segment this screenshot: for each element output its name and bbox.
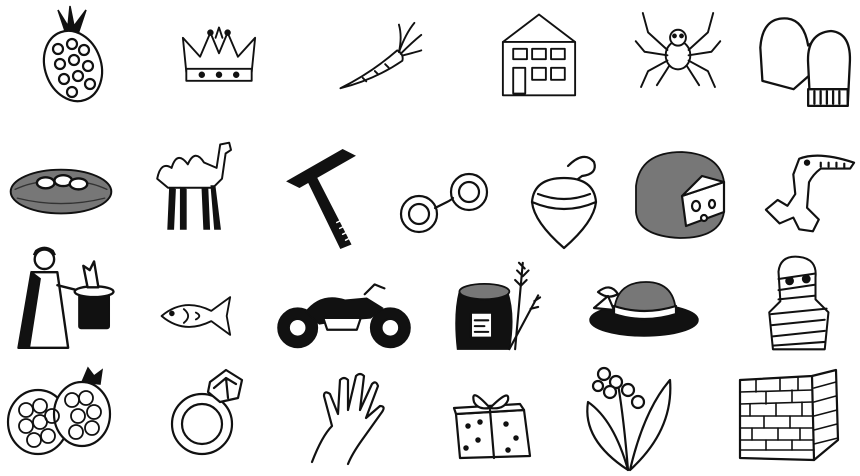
mummy-icon[interactable] [760,252,834,356]
lily-of-the-valley-icon[interactable] [574,360,684,472]
raspberries-icon[interactable] [4,362,116,462]
pineapple-icon[interactable] [18,4,118,104]
magician-icon[interactable] [12,242,120,350]
brick-wall-icon[interactable] [736,370,842,462]
ring-icon[interactable] [166,368,246,460]
hat-icon[interactable] [588,276,700,340]
house-icon[interactable] [496,4,582,104]
cheese-icon[interactable] [630,146,730,242]
nest-icon[interactable] [6,150,116,220]
fish-icon[interactable] [158,292,244,340]
mittens-icon[interactable] [752,4,856,112]
carrot-icon[interactable] [326,16,434,102]
crown-icon[interactable] [176,12,262,98]
grain-sack-icon[interactable] [446,256,542,354]
hand-icon[interactable] [302,366,388,466]
motorcycle-icon[interactable] [276,278,414,350]
handcuffs-icon[interactable] [394,168,496,238]
gift-icon[interactable] [450,386,536,460]
camel-icon[interactable] [150,130,240,240]
hammer-icon[interactable] [282,142,364,250]
spider-icon[interactable] [632,6,724,94]
spinning-top-icon[interactable] [524,152,604,252]
crocodile-icon[interactable] [760,148,858,244]
